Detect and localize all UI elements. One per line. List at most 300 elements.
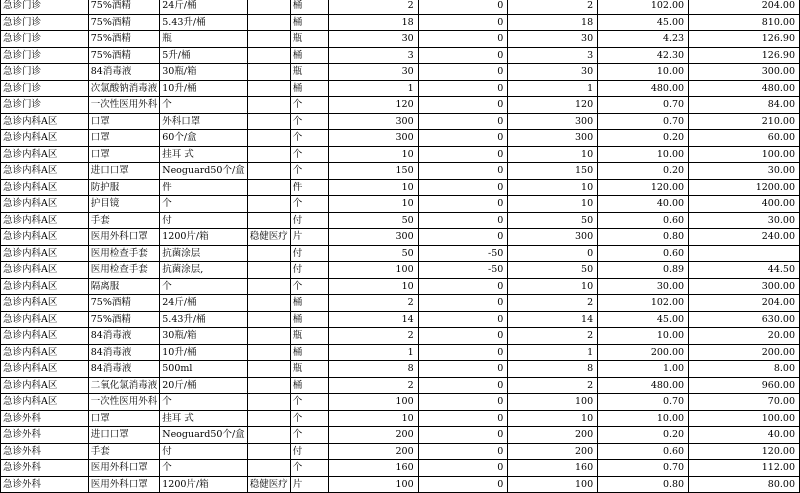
spec-cell[interactable]: 个 (160, 278, 247, 295)
amount-cell[interactable]: 44.50 (689, 262, 800, 279)
balance-cell[interactable]: 10 (508, 278, 598, 295)
spec-cell[interactable]: 1200片/箱 (160, 476, 247, 493)
unit-price-cell[interactable]: 10.00 (598, 146, 689, 163)
manufacturer-cell[interactable] (247, 262, 290, 279)
adjustment-cell[interactable]: 0 (418, 146, 508, 163)
quantity-cell[interactable]: 30 (328, 64, 418, 81)
department-cell[interactable]: 急诊内科A区 (1, 179, 89, 196)
balance-cell[interactable]: 300 (508, 229, 598, 246)
item-name-cell[interactable]: 75%酒精 (88, 311, 160, 328)
manufacturer-cell[interactable] (247, 311, 290, 328)
amount-cell[interactable]: 30.00 (689, 212, 800, 229)
spec-cell[interactable]: 500ml (160, 361, 247, 378)
spec-cell[interactable]: 付 (160, 443, 247, 460)
unit-price-cell[interactable]: 0.60 (598, 443, 689, 460)
department-cell[interactable]: 急诊内科A区 (1, 245, 89, 262)
item-name-cell[interactable]: 护目镜 (88, 196, 160, 213)
manufacturer-cell[interactable] (247, 31, 290, 48)
adjustment-cell[interactable]: 0 (418, 196, 508, 213)
item-name-cell[interactable]: 进口口罩 (88, 427, 160, 444)
adjustment-cell[interactable]: 0 (418, 97, 508, 114)
manufacturer-cell[interactable] (247, 427, 290, 444)
manufacturer-cell[interactable] (247, 328, 290, 345)
unit-cell[interactable]: 桶 (290, 311, 328, 328)
department-cell[interactable]: 急诊内科A区 (1, 130, 89, 147)
amount-cell[interactable]: 84.00 (689, 97, 800, 114)
balance-cell[interactable]: 10 (508, 410, 598, 427)
unit-cell[interactable]: 付 (290, 262, 328, 279)
department-cell[interactable]: 急诊内科A区 (1, 146, 89, 163)
adjustment-cell[interactable]: 0 (418, 64, 508, 81)
item-name-cell[interactable]: 医用外科口罩 (88, 476, 160, 493)
spec-cell[interactable]: 24斤/桶 (160, 295, 247, 312)
item-name-cell[interactable]: 一次性医用外科 (88, 97, 160, 114)
adjustment-cell[interactable]: -50 (418, 262, 508, 279)
spec-cell[interactable]: 抗菌涂层, (160, 262, 247, 279)
spec-cell[interactable]: 挂耳 式 (160, 146, 247, 163)
department-cell[interactable]: 急诊内科A区 (1, 212, 89, 229)
balance-cell[interactable]: 18 (508, 14, 598, 31)
unit-cell[interactable]: 个 (290, 97, 328, 114)
quantity-cell[interactable]: 200 (328, 443, 418, 460)
manufacturer-cell[interactable] (247, 212, 290, 229)
quantity-cell[interactable]: 10 (328, 278, 418, 295)
quantity-cell[interactable]: 300 (328, 113, 418, 130)
spec-cell[interactable]: 20斤/桶 (160, 377, 247, 394)
item-name-cell[interactable]: 手套 (88, 443, 160, 460)
item-name-cell[interactable]: 口罩 (88, 146, 160, 163)
spec-cell[interactable]: 30瓶/箱 (160, 328, 247, 345)
amount-cell[interactable]: 70.00 (689, 394, 800, 411)
adjustment-cell[interactable]: 0 (418, 328, 508, 345)
manufacturer-cell[interactable] (247, 443, 290, 460)
balance-cell[interactable]: 300 (508, 113, 598, 130)
item-name-cell[interactable]: 口罩 (88, 130, 160, 147)
balance-cell[interactable]: 1 (508, 80, 598, 97)
department-cell[interactable]: 急诊内科A区 (1, 262, 89, 279)
quantity-cell[interactable]: 2 (328, 0, 418, 14)
balance-cell[interactable]: 30 (508, 64, 598, 81)
manufacturer-cell[interactable] (247, 113, 290, 130)
adjustment-cell[interactable]: 0 (418, 113, 508, 130)
spec-cell[interactable]: 10升/桶 (160, 344, 247, 361)
department-cell[interactable]: 急诊门诊 (1, 31, 89, 48)
adjustment-cell[interactable]: 0 (418, 443, 508, 460)
adjustment-cell[interactable]: -50 (418, 245, 508, 262)
amount-cell[interactable]: 40.00 (689, 427, 800, 444)
unit-cell[interactable]: 瓶 (290, 328, 328, 345)
adjustment-cell[interactable]: 0 (418, 278, 508, 295)
manufacturer-cell[interactable] (247, 295, 290, 312)
amount-cell[interactable] (689, 245, 800, 262)
amount-cell[interactable]: 126.90 (689, 31, 800, 48)
department-cell[interactable]: 急诊门诊 (1, 47, 89, 64)
manufacturer-cell[interactable] (247, 377, 290, 394)
manufacturer-cell[interactable] (247, 394, 290, 411)
adjustment-cell[interactable]: 0 (418, 377, 508, 394)
unit-cell[interactable]: 瓶 (290, 31, 328, 48)
amount-cell[interactable]: 100.00 (689, 410, 800, 427)
amount-cell[interactable]: 1200.00 (689, 179, 800, 196)
item-name-cell[interactable]: 次氯酸钠消毒液 (88, 80, 160, 97)
unit-price-cell[interactable]: 0.80 (598, 229, 689, 246)
amount-cell[interactable]: 204.00 (689, 0, 800, 14)
amount-cell[interactable]: 210.00 (689, 113, 800, 130)
manufacturer-cell[interactable] (247, 410, 290, 427)
department-cell[interactable]: 急诊内科A区 (1, 377, 89, 394)
unit-cell[interactable]: 桶 (290, 344, 328, 361)
unit-price-cell[interactable]: 0.20 (598, 427, 689, 444)
balance-cell[interactable]: 150 (508, 163, 598, 180)
balance-cell[interactable]: 100 (508, 394, 598, 411)
department-cell[interactable]: 急诊外科 (1, 427, 89, 444)
unit-price-cell[interactable]: 0.20 (598, 163, 689, 180)
item-name-cell[interactable]: 防护服 (88, 179, 160, 196)
quantity-cell[interactable]: 10 (328, 146, 418, 163)
amount-cell[interactable]: 240.00 (689, 229, 800, 246)
manufacturer-cell[interactable] (247, 14, 290, 31)
department-cell[interactable]: 急诊外科 (1, 476, 89, 493)
amount-cell[interactable]: 120.00 (689, 443, 800, 460)
item-name-cell[interactable]: 一次性医用外科 (88, 394, 160, 411)
manufacturer-cell[interactable] (247, 245, 290, 262)
spec-cell[interactable]: Neoguard50个/盒 (160, 163, 247, 180)
unit-price-cell[interactable]: 480.00 (598, 80, 689, 97)
spec-cell[interactable]: 30瓶/箱 (160, 64, 247, 81)
amount-cell[interactable]: 20.00 (689, 328, 800, 345)
unit-price-cell[interactable]: 0.70 (598, 113, 689, 130)
balance-cell[interactable]: 2 (508, 295, 598, 312)
department-cell[interactable]: 急诊内科A区 (1, 113, 89, 130)
amount-cell[interactable]: 300.00 (689, 278, 800, 295)
manufacturer-cell[interactable] (247, 361, 290, 378)
amount-cell[interactable]: 204.00 (689, 295, 800, 312)
spec-cell[interactable]: 1200片/箱 (160, 229, 247, 246)
department-cell[interactable]: 急诊门诊 (1, 80, 89, 97)
unit-cell[interactable]: 桶 (290, 14, 328, 31)
unit-price-cell[interactable]: 40.00 (598, 196, 689, 213)
unit-cell[interactable]: 个 (290, 278, 328, 295)
unit-cell[interactable]: 个 (290, 460, 328, 477)
spec-cell[interactable]: 个 (160, 460, 247, 477)
spec-cell[interactable]: 5.43升/桶 (160, 14, 247, 31)
spec-cell[interactable]: 10升/桶 (160, 80, 247, 97)
item-name-cell[interactable]: 75%酒精 (88, 14, 160, 31)
amount-cell[interactable]: 960.00 (689, 377, 800, 394)
item-name-cell[interactable]: 口罩 (88, 410, 160, 427)
department-cell[interactable]: 急诊门诊 (1, 14, 89, 31)
adjustment-cell[interactable]: 0 (418, 14, 508, 31)
spec-cell[interactable]: 个 (160, 196, 247, 213)
manufacturer-cell[interactable] (247, 146, 290, 163)
item-name-cell[interactable]: 隔离服 (88, 278, 160, 295)
quantity-cell[interactable]: 50 (328, 212, 418, 229)
balance-cell[interactable]: 200 (508, 427, 598, 444)
unit-price-cell[interactable]: 102.00 (598, 295, 689, 312)
adjustment-cell[interactable]: 0 (418, 361, 508, 378)
unit-cell[interactable]: 桶 (290, 295, 328, 312)
manufacturer-cell[interactable]: 稳健医疗 (247, 229, 290, 246)
department-cell[interactable]: 急诊内科A区 (1, 295, 89, 312)
unit-cell[interactable]: 个 (290, 427, 328, 444)
quantity-cell[interactable]: 18 (328, 14, 418, 31)
spec-cell[interactable]: 60个/盒 (160, 130, 247, 147)
amount-cell[interactable]: 300.00 (689, 64, 800, 81)
item-name-cell[interactable]: 75%酒精 (88, 47, 160, 64)
balance-cell[interactable]: 200 (508, 443, 598, 460)
unit-price-cell[interactable]: 45.00 (598, 311, 689, 328)
amount-cell[interactable]: 480.00 (689, 80, 800, 97)
quantity-cell[interactable]: 14 (328, 311, 418, 328)
adjustment-cell[interactable]: 0 (418, 31, 508, 48)
unit-price-cell[interactable]: 42.30 (598, 47, 689, 64)
adjustment-cell[interactable]: 0 (418, 212, 508, 229)
quantity-cell[interactable]: 1 (328, 80, 418, 97)
unit-cell[interactable]: 个 (290, 146, 328, 163)
unit-price-cell[interactable]: 0.60 (598, 212, 689, 229)
department-cell[interactable]: 急诊门诊 (1, 64, 89, 81)
manufacturer-cell[interactable] (247, 179, 290, 196)
unit-cell[interactable]: 个 (290, 196, 328, 213)
unit-price-cell[interactable]: 480.00 (598, 377, 689, 394)
unit-price-cell[interactable]: 45.00 (598, 14, 689, 31)
item-name-cell[interactable]: 进口口罩 (88, 163, 160, 180)
quantity-cell[interactable]: 10 (328, 410, 418, 427)
unit-price-cell[interactable]: 30.00 (598, 278, 689, 295)
quantity-cell[interactable]: 300 (328, 229, 418, 246)
unit-cell[interactable]: 个 (290, 113, 328, 130)
amount-cell[interactable]: 80.00 (689, 476, 800, 493)
department-cell[interactable]: 急诊门诊 (1, 97, 89, 114)
spec-cell[interactable]: 瓶 (160, 31, 247, 48)
balance-cell[interactable]: 50 (508, 212, 598, 229)
item-name-cell[interactable]: 84消毒液 (88, 64, 160, 81)
unit-price-cell[interactable]: 102.00 (598, 0, 689, 14)
quantity-cell[interactable]: 2 (328, 328, 418, 345)
manufacturer-cell[interactable] (247, 196, 290, 213)
balance-cell[interactable]: 50 (508, 262, 598, 279)
adjustment-cell[interactable]: 0 (418, 0, 508, 14)
unit-price-cell[interactable]: 120.00 (598, 179, 689, 196)
department-cell[interactable]: 急诊内科A区 (1, 163, 89, 180)
adjustment-cell[interactable]: 0 (418, 130, 508, 147)
item-name-cell[interactable]: 75%酒精 (88, 295, 160, 312)
item-name-cell[interactable]: 84消毒液 (88, 328, 160, 345)
spec-cell[interactable]: Neoguard50个/盒 (160, 427, 247, 444)
spec-cell[interactable]: 个 (160, 394, 247, 411)
item-name-cell[interactable]: 84消毒液 (88, 361, 160, 378)
spec-cell[interactable]: 5升/桶 (160, 47, 247, 64)
unit-cell[interactable]: 桶 (290, 80, 328, 97)
amount-cell[interactable]: 400.00 (689, 196, 800, 213)
unit-cell[interactable]: 付 (290, 443, 328, 460)
department-cell[interactable]: 急诊内科A区 (1, 328, 89, 345)
amount-cell[interactable]: 60.00 (689, 130, 800, 147)
balance-cell[interactable]: 0 (508, 245, 598, 262)
spec-cell[interactable]: 5.43升/桶 (160, 311, 247, 328)
unit-price-cell[interactable]: 10.00 (598, 410, 689, 427)
department-cell[interactable]: 急诊外科 (1, 443, 89, 460)
manufacturer-cell[interactable] (247, 0, 290, 14)
unit-cell[interactable]: 瓶 (290, 361, 328, 378)
adjustment-cell[interactable]: 0 (418, 476, 508, 493)
balance-cell[interactable]: 3 (508, 47, 598, 64)
amount-cell[interactable]: 112.00 (689, 460, 800, 477)
unit-price-cell[interactable]: 0.70 (598, 460, 689, 477)
adjustment-cell[interactable]: 0 (418, 295, 508, 312)
adjustment-cell[interactable]: 0 (418, 163, 508, 180)
quantity-cell[interactable]: 2 (328, 377, 418, 394)
quantity-cell[interactable]: 100 (328, 394, 418, 411)
unit-cell[interactable]: 个 (290, 410, 328, 427)
balance-cell[interactable]: 160 (508, 460, 598, 477)
amount-cell[interactable]: 100.00 (689, 146, 800, 163)
balance-cell[interactable]: 1 (508, 344, 598, 361)
unit-cell[interactable]: 个 (290, 394, 328, 411)
quantity-cell[interactable]: 150 (328, 163, 418, 180)
manufacturer-cell[interactable] (247, 163, 290, 180)
balance-cell[interactable]: 10 (508, 146, 598, 163)
department-cell[interactable]: 急诊内科A区 (1, 229, 89, 246)
unit-price-cell[interactable]: 0.80 (598, 476, 689, 493)
unit-price-cell[interactable]: 200.00 (598, 344, 689, 361)
quantity-cell[interactable]: 160 (328, 460, 418, 477)
manufacturer-cell[interactable] (247, 344, 290, 361)
adjustment-cell[interactable]: 0 (418, 460, 508, 477)
spec-cell[interactable]: 个 (160, 97, 247, 114)
unit-price-cell[interactable]: 10.00 (598, 64, 689, 81)
unit-price-cell[interactable]: 10.00 (598, 328, 689, 345)
adjustment-cell[interactable]: 0 (418, 229, 508, 246)
spec-cell[interactable]: 付 (160, 212, 247, 229)
adjustment-cell[interactable]: 0 (418, 394, 508, 411)
item-name-cell[interactable]: 二氧化氯消毒液 (88, 377, 160, 394)
adjustment-cell[interactable]: 0 (418, 47, 508, 64)
unit-cell[interactable]: 桶 (290, 47, 328, 64)
amount-cell[interactable]: 126.90 (689, 47, 800, 64)
spec-cell[interactable]: 抗菌涂层 (160, 245, 247, 262)
unit-cell[interactable]: 个 (290, 130, 328, 147)
quantity-cell[interactable]: 300 (328, 130, 418, 147)
balance-cell[interactable]: 10 (508, 196, 598, 213)
department-cell[interactable]: 急诊内科A区 (1, 344, 89, 361)
balance-cell[interactable]: 10 (508, 179, 598, 196)
item-name-cell[interactable]: 医用外科口罩 (88, 229, 160, 246)
quantity-cell[interactable]: 100 (328, 262, 418, 279)
adjustment-cell[interactable]: 0 (418, 427, 508, 444)
item-name-cell[interactable]: 75%酒精 (88, 0, 160, 14)
amount-cell[interactable]: 810.00 (689, 14, 800, 31)
amount-cell[interactable]: 8.00 (689, 361, 800, 378)
quantity-cell[interactable]: 3 (328, 47, 418, 64)
adjustment-cell[interactable]: 0 (418, 311, 508, 328)
unit-cell[interactable]: 件 (290, 179, 328, 196)
manufacturer-cell[interactable] (247, 47, 290, 64)
balance-cell[interactable]: 2 (508, 328, 598, 345)
adjustment-cell[interactable]: 0 (418, 410, 508, 427)
department-cell[interactable]: 急诊内科A区 (1, 196, 89, 213)
quantity-cell[interactable]: 30 (328, 31, 418, 48)
unit-price-cell[interactable]: 1.00 (598, 361, 689, 378)
department-cell[interactable]: 急诊门诊 (1, 0, 89, 14)
item-name-cell[interactable]: 75%酒精 (88, 31, 160, 48)
quantity-cell[interactable]: 200 (328, 427, 418, 444)
quantity-cell[interactable]: 1 (328, 344, 418, 361)
unit-cell[interactable]: 个 (290, 163, 328, 180)
amount-cell[interactable]: 30.00 (689, 163, 800, 180)
department-cell[interactable]: 急诊内科A区 (1, 278, 89, 295)
unit-price-cell[interactable]: 0.89 (598, 262, 689, 279)
unit-price-cell[interactable]: 0.70 (598, 394, 689, 411)
balance-cell[interactable]: 300 (508, 130, 598, 147)
quantity-cell[interactable]: 50 (328, 245, 418, 262)
manufacturer-cell[interactable] (247, 278, 290, 295)
item-name-cell[interactable]: 84消毒液 (88, 344, 160, 361)
adjustment-cell[interactable]: 0 (418, 80, 508, 97)
quantity-cell[interactable]: 8 (328, 361, 418, 378)
unit-price-cell[interactable]: 0.60 (598, 245, 689, 262)
manufacturer-cell[interactable] (247, 97, 290, 114)
balance-cell[interactable]: 120 (508, 97, 598, 114)
item-name-cell[interactable]: 口罩 (88, 113, 160, 130)
quantity-cell[interactable]: 10 (328, 196, 418, 213)
balance-cell[interactable]: 8 (508, 361, 598, 378)
quantity-cell[interactable]: 100 (328, 476, 418, 493)
unit-price-cell[interactable]: 0.70 (598, 97, 689, 114)
unit-price-cell[interactable]: 0.20 (598, 130, 689, 147)
quantity-cell[interactable]: 120 (328, 97, 418, 114)
item-name-cell[interactable]: 医用外科口罩 (88, 460, 160, 477)
unit-cell[interactable]: 片 (290, 476, 328, 493)
manufacturer-cell[interactable]: 稳健医疗 (247, 476, 290, 493)
spec-cell[interactable]: 挂耳 式 (160, 410, 247, 427)
unit-price-cell[interactable]: 4.23 (598, 31, 689, 48)
manufacturer-cell[interactable] (247, 64, 290, 81)
unit-cell[interactable]: 瓶 (290, 64, 328, 81)
balance-cell[interactable]: 14 (508, 311, 598, 328)
department-cell[interactable]: 急诊外科 (1, 410, 89, 427)
item-name-cell[interactable]: 医用检查手套 (88, 245, 160, 262)
unit-cell[interactable]: 付 (290, 245, 328, 262)
balance-cell[interactable]: 30 (508, 31, 598, 48)
spec-cell[interactable]: 24斤/桶 (160, 0, 247, 14)
balance-cell[interactable]: 2 (508, 377, 598, 394)
amount-cell[interactable]: 630.00 (689, 311, 800, 328)
manufacturer-cell[interactable] (247, 130, 290, 147)
item-name-cell[interactable]: 医用检查手套 (88, 262, 160, 279)
quantity-cell[interactable]: 10 (328, 179, 418, 196)
adjustment-cell[interactable]: 0 (418, 179, 508, 196)
item-name-cell[interactable]: 手套 (88, 212, 160, 229)
unit-cell[interactable]: 付 (290, 212, 328, 229)
balance-cell[interactable]: 2 (508, 0, 598, 14)
adjustment-cell[interactable]: 0 (418, 344, 508, 361)
department-cell[interactable]: 急诊内科A区 (1, 361, 89, 378)
unit-cell[interactable]: 桶 (290, 377, 328, 394)
spec-cell[interactable]: 件 (160, 179, 247, 196)
balance-cell[interactable]: 100 (508, 476, 598, 493)
quantity-cell[interactable]: 2 (328, 295, 418, 312)
department-cell[interactable]: 急诊内科A区 (1, 394, 89, 411)
unit-cell[interactable]: 片 (290, 229, 328, 246)
manufacturer-cell[interactable] (247, 460, 290, 477)
manufacturer-cell[interactable] (247, 80, 290, 97)
spec-cell[interactable]: 外科口罩 (160, 113, 247, 130)
amount-cell[interactable]: 200.00 (689, 344, 800, 361)
unit-cell[interactable]: 桶 (290, 0, 328, 14)
department-cell[interactable]: 急诊内科A区 (1, 311, 89, 328)
department-cell[interactable]: 急诊外科 (1, 460, 89, 477)
